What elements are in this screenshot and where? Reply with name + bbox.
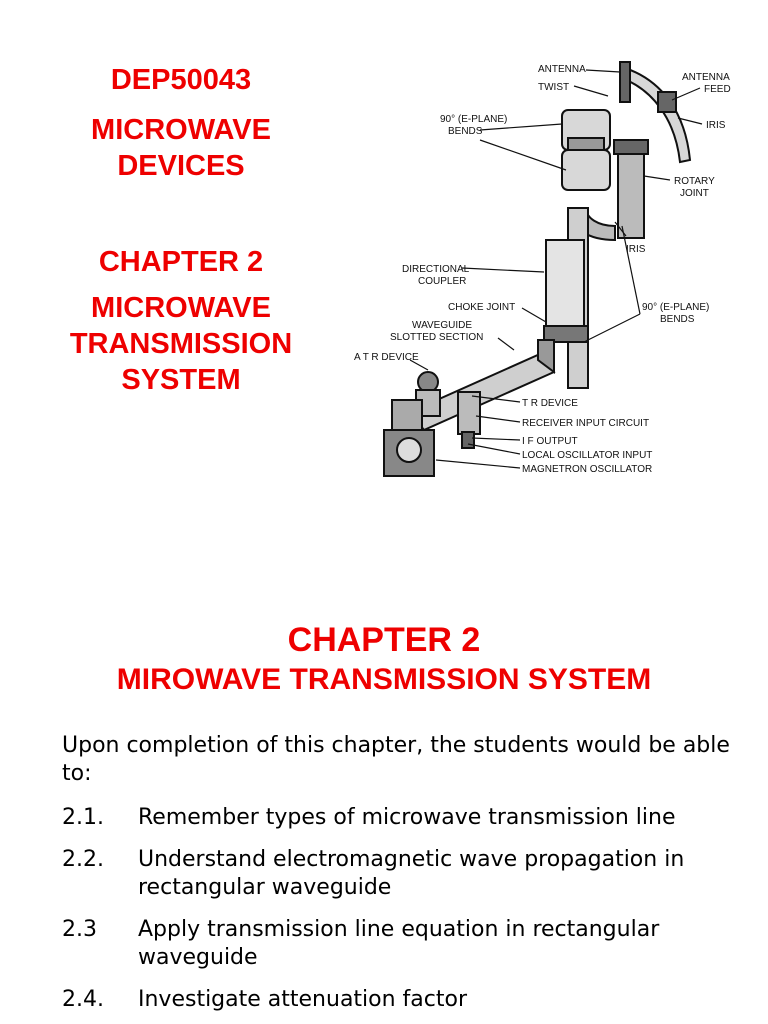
course-code: DEP50043 [110,64,252,96]
chapter-subtitle: MIROWAVE TRANSMISSION SYSTEM [116,663,652,696]
label-magnetron: MAGNETRON OSCILLATOR [522,464,653,475]
course-title-line1: MICROWAVE [91,114,271,146]
objective-text: Investigate attenuation factor [138,987,468,1012]
label-bends-right-1: 90° (E-PLANE) [642,302,710,313]
label-tr: T R DEVICE [522,398,578,409]
tr-device-shape [458,392,480,434]
label-waveguide-1: WAVEGUIDE [412,320,473,331]
label-antenna-feed-1: ANTENNA [682,72,730,83]
label-twist: TWIST [538,82,570,93]
objective-number: 2.4. [62,987,104,1012]
label-local-osc: LOCAL OSCILLATOR INPUT [522,450,653,461]
label-bends-top-2: BENDS [448,126,483,137]
intro-text: Upon completion of this chapter, the students would be able to: [62,733,730,786]
chapter-title-line2: TRANSMISSION [69,328,293,360]
objective-number: 2.1. [62,805,104,830]
directional-coupler-shape [546,240,584,330]
label-directional-1: DIRECTIONAL [402,264,470,275]
label-bends-top-1: 90° (E-PLANE) [440,114,508,125]
objective-text: Apply transmission line equation in rectangular waveguide [138,917,660,970]
objective-text: Understand electromagnetic wave propagation in rectangular waveguide [138,847,685,900]
label-waveguide-2: SLOTTED SECTION [390,332,484,343]
label-rotary-1: ROTARY [674,176,715,187]
feed-horn-shape [658,92,676,112]
label-receiver: RECEIVER INPUT CIRCUIT [522,418,650,429]
label-antenna-feed-2: FEED [704,84,731,95]
course-title-line2: DEVICES [117,150,245,182]
chapter-label: CHAPTER 2 [98,246,264,278]
label-atr: A T R DEVICE [354,352,419,363]
objective-number: 2.2. [62,847,104,872]
label-antenna: ANTENNA [538,64,586,75]
chapter-title-line1: MICROWAVE [91,292,271,324]
chapter-heading: CHAPTER 2 [287,621,481,659]
twist-shape [620,62,630,102]
rotary-joint-shape [618,148,644,238]
label-choke: CHOKE JOINT [448,302,516,313]
waveguide-system-diagram [340,40,760,500]
label-rotary-2: JOINT [680,188,709,199]
label-iris-mid: IRIS [626,244,646,255]
label-if-output: I F OUTPUT [522,436,578,447]
objective-number: 2.3 [62,917,97,942]
label-bends-right-2: BENDS [660,314,695,325]
chapter-title-line3: SYSTEM [121,364,241,396]
objective-text: Remember types of microwave transmission line [138,805,676,830]
label-iris-top: IRIS [706,120,726,131]
objectives-slide [0,560,768,1024]
label-directional-2: COUPLER [418,276,467,287]
